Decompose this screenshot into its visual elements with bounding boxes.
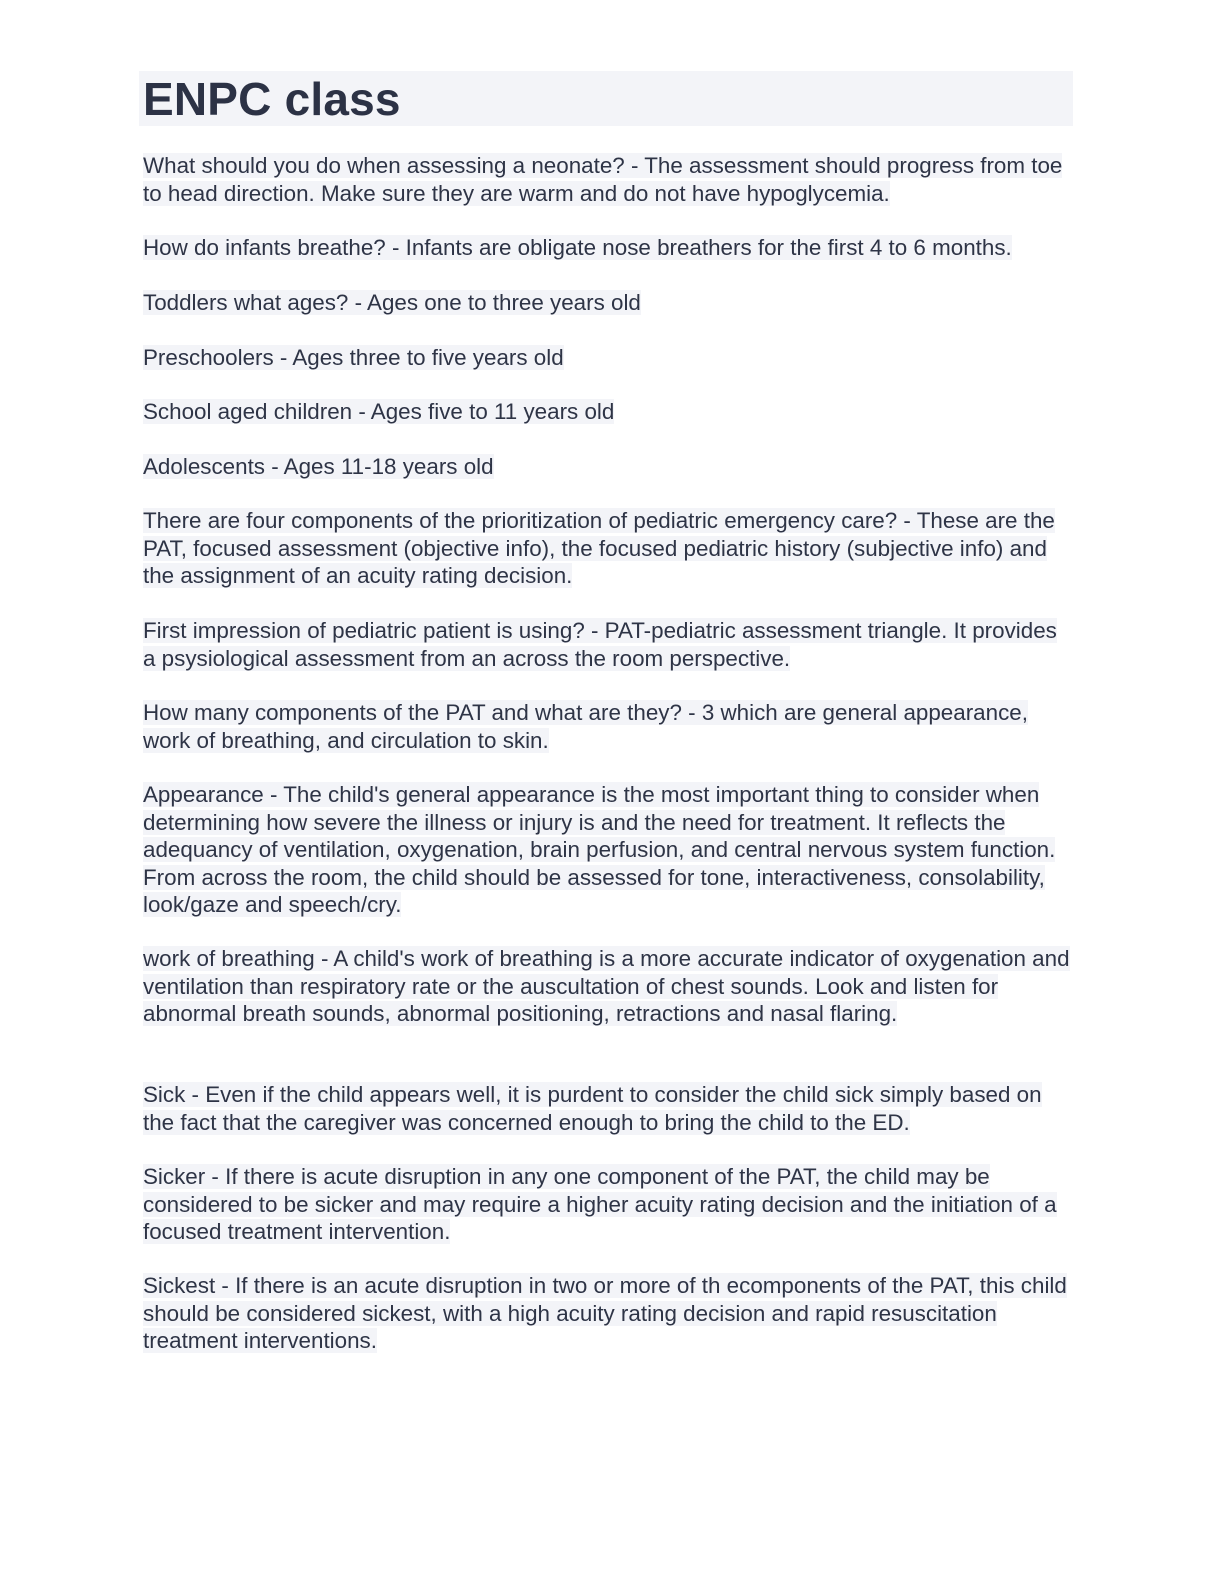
flashcard-sicker (143, 1163, 1075, 1246)
flashcard-four-components (143, 507, 1075, 590)
flashcard-adolescents (143, 453, 1075, 481)
flashcard-text: work of breathing - A child's work of breathing is a more accurate indicator of oxygenation and ventilation than respiratory rate or the auscultation of chest sounds. Look and listen for abnormal breath sounds, abnormal positioning, retractions and nasal flaring. (143, 946, 1070, 1026)
flashcard-sick (143, 1081, 1075, 1136)
flashcard-appearance (143, 781, 1075, 919)
flashcard-text: Preschoolers - Ages three to five years old (143, 345, 564, 370)
flashcard-preschoolers (143, 344, 1075, 372)
flashcard-text: Sicker - If there is acute disruption in any one component of the PAT, the child may be considered to be sicker and may require a higher acuity rating decision and the initiation of a focused treatment intervention. (143, 1164, 1057, 1244)
flashcard-text: Sickest - If there is an acute disruption in two or more of th ecomponents of the PAT, this child should be considered sickest, with a high acuity rating decision and rapid resuscitation treatment interventions. (143, 1273, 1067, 1353)
flashcard-text: There are four components of the prioritization of pediatric emergency care? - These are the PAT, focused assessment (objective info), the focused pediatric history (subjective info) and the assignment of an acuity rating decision. (143, 508, 1055, 588)
flashcard-neonate (143, 152, 1075, 207)
flashcard-text: How many components of the PAT and what are they? - 3 which are general appearance, work of breathing, and circulation to skin. (143, 700, 1028, 753)
flashcard-infants-breathe (143, 234, 1075, 262)
flashcard-text: What should you do when assessing a neonate? - The assessment should progress from toe to head direction. Make sure they are warm and do not have hypoglycemia. (143, 153, 1063, 206)
flashcard-text: Appearance - The child's general appearance is the most important thing to consider when determining how severe the illness or injury is and the need for treatment. It reflects the adequancy of ventilation, oxygenation, brain perfusion, and central nervous system function. From across the room, the child should be assessed for tone, interactiveness, consolability, look/gaze and speech/cry. (143, 782, 1056, 917)
flashcard-toddlers (143, 289, 1075, 317)
flashcard-sickest (143, 1272, 1075, 1355)
flashcard-text: Adolescents - Ages 11-18 years old (143, 454, 494, 479)
flashcard-text: First impression of pediatric patient is using? - PAT-pediatric assessment triangle. It provides a psysiological assessment from an across the room perspective. (143, 618, 1057, 671)
flashcard-text: Sick - Even if the child appears well, it is purdent to consider the child sick simply based on the fact that the caregiver was concerned enough to bring the child to the ED. (143, 1082, 1042, 1135)
flashcard-text: School aged children - Ages five to 11 years old (143, 399, 615, 424)
flashcard-text: Toddlers what ages? - Ages one to three years old (143, 290, 641, 315)
flashcard-school-aged (143, 398, 1075, 426)
flashcard-text: How do infants breathe? - Infants are obligate nose breathers for the first 4 to 6 months. (143, 235, 1012, 260)
document-title: ENPC class (139, 71, 1073, 126)
flashcard-first-impression (143, 617, 1075, 672)
flashcard-pat-components (143, 699, 1075, 754)
flashcard-work-of-breathing (143, 945, 1075, 1028)
